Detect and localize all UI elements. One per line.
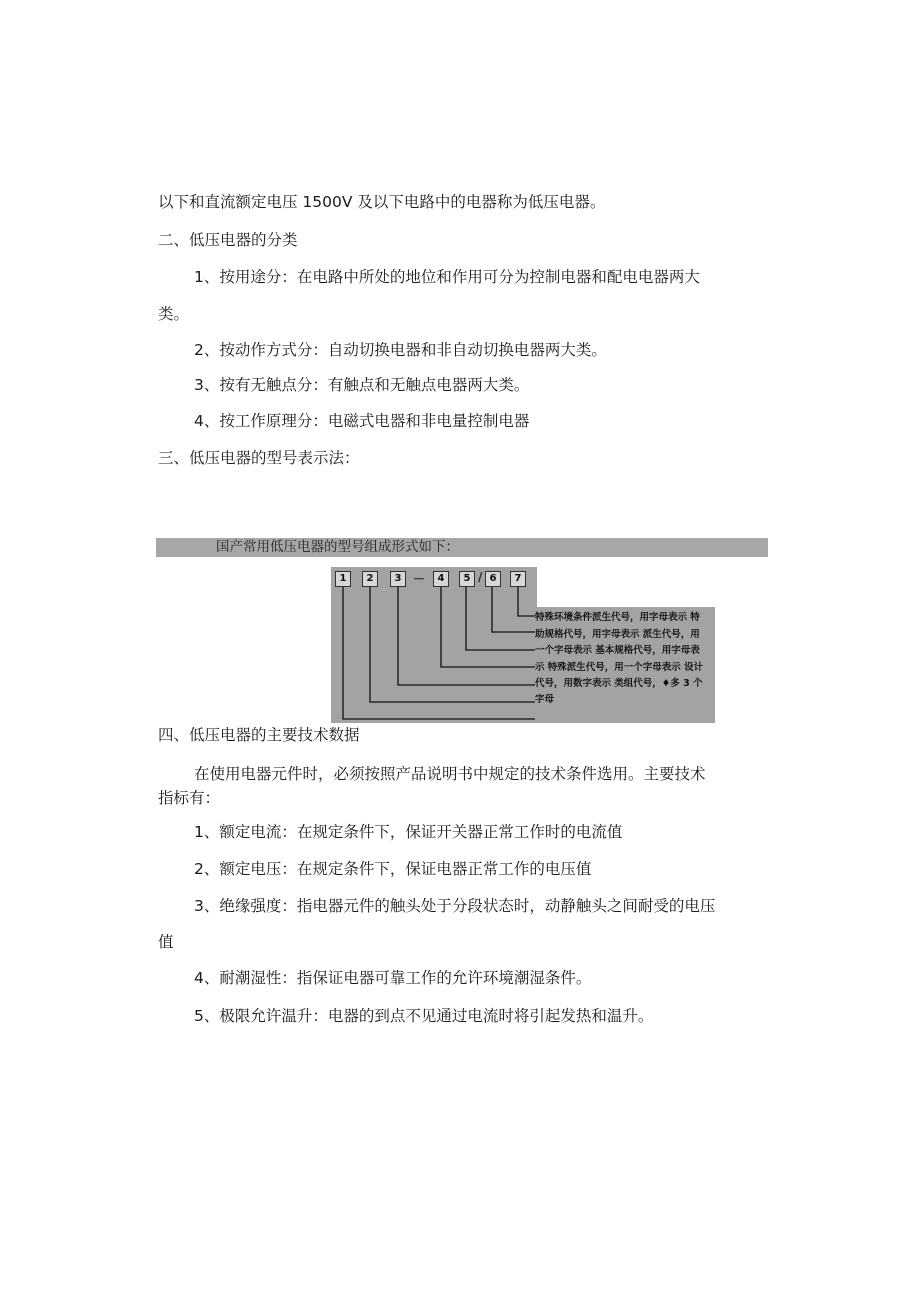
diagram-desc-line-6: 字母 <box>535 694 555 705</box>
tech-item-3: 3、绝缘强度：指电器元件的触头处于分段状态时，动静触头之间耐受的电压 <box>194 897 716 915</box>
code-dash: － <box>413 572 426 586</box>
tech-item-2: 2、额定电压：在规定条件下，保证电器正常工作的电压值 <box>194 860 592 878</box>
tech-item-3-cont: 值 <box>158 933 174 951</box>
classification-item-1-cont: 类。 <box>158 305 190 323</box>
classification-item-4: 4、按工作原理分：电磁式电器和非电量控制电器 <box>194 412 530 430</box>
code-box-5: 5 <box>459 571 475 587</box>
tech-item-4: 4、耐潮湿性：指保证电器可靠工作的允许环境潮湿条件。 <box>194 969 592 987</box>
diagram-desc-line-3: 一个字母表示 基本规格代号，用字母表 <box>535 645 700 656</box>
diagram-desc-line-1: 特殊环境条件派生代号，用字母表示 特 <box>535 612 700 623</box>
intro-text: 以下和直流额定电压 1500V 及以下电路中的电器称为低压电器。 <box>158 193 606 211</box>
leader-line-7 <box>518 587 535 616</box>
code-box-6: 6 <box>485 571 501 587</box>
tech-intro-cont: 指标有： <box>158 789 221 807</box>
code-box-1: 1 <box>335 571 351 587</box>
tech-item-5: 5、极限允许温升：电器的到点不见通过电流时将引起发热和温升。 <box>194 1007 654 1025</box>
leader-line-1 <box>343 587 535 719</box>
tech-item-1: 1、额定电流：在规定条件下，保证开关器正常工作时的电流值 <box>194 823 623 841</box>
diagram-desc-line-5: 代号，用数字表示 类组代号，♦多 3 个 <box>535 678 703 689</box>
classification-item-1: 1、按用途分：在电路中所处的地位和作用可分为控制电器和配电电器两大 <box>194 268 700 286</box>
diagram-desc-line-4: 示 特殊派生代号，用一个字母表示 设计 <box>535 662 704 673</box>
figure-banner-text: 国产常用低压电器的型号组成形式如下： <box>216 539 459 555</box>
leader-line-5 <box>466 587 535 650</box>
code-slash: / <box>478 570 483 584</box>
section-heading-tech-data: 四、低压电器的主要技术数据 <box>158 726 360 744</box>
section-heading-classification: 二、低压电器的分类 <box>158 231 298 249</box>
code-box-7: 7 <box>510 571 526 587</box>
leader-line-4 <box>441 587 535 667</box>
code-box-2: 2 <box>362 571 378 587</box>
diagram-desc-line-2: 助规格代号，用字母表示 派生代号，用 <box>535 629 700 640</box>
leader-line-6 <box>492 587 535 632</box>
classification-item-2: 2、按动作方式分：自动切换电器和非自动切换电器两大类。 <box>194 341 607 359</box>
code-box-3: 3 <box>390 571 406 587</box>
tech-intro: 在使用电器元件时，必须按照产品说明书中规定的技术条件选用。主要技术 <box>194 765 706 783</box>
classification-item-3: 3、按有无触点分：有触点和无触点电器两大类。 <box>194 376 530 394</box>
section-heading-model-notation: 三、低压电器的型号表示法： <box>158 449 360 467</box>
code-box-4: 4 <box>433 571 449 587</box>
